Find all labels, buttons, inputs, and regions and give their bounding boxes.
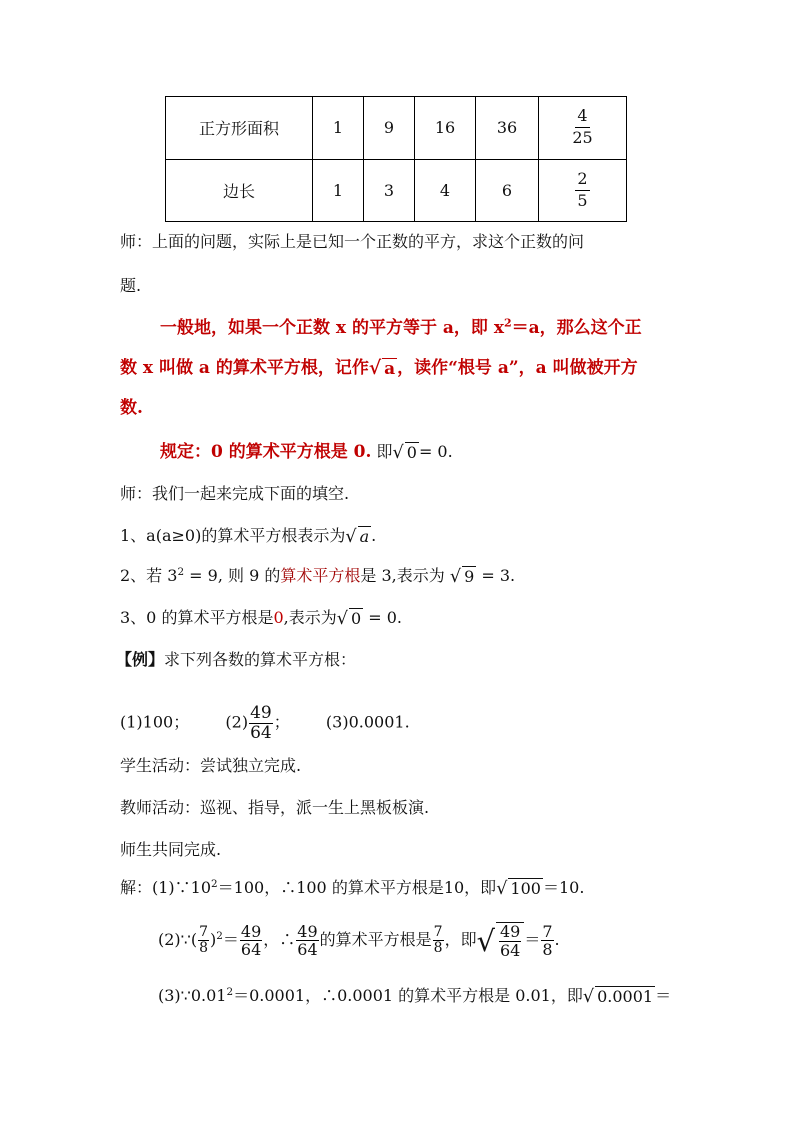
table-cell: 1 — [313, 97, 364, 160]
text: ，∴ — [263, 930, 296, 950]
sqrt-expression — [337, 608, 363, 629]
text: = 9, 则 9 的 — [184, 566, 281, 585]
text: ，读作“根号 a”，a 叫做被开方 — [397, 358, 638, 378]
table-cell: 36 — [476, 97, 539, 160]
table-cell: 9 — [364, 97, 415, 160]
fraction — [541, 923, 553, 959]
text: ，即 — [444, 930, 477, 950]
radical-sign: √ — [336, 609, 348, 629]
superscript: 2 — [177, 565, 185, 578]
numerator: 49 — [499, 922, 521, 941]
example-bracket: 【例】 — [116, 650, 165, 669]
highlight-text: 0 — [273, 608, 284, 627]
numerator: 7 — [199, 923, 209, 940]
fraction — [198, 925, 209, 957]
radical-sign: √ — [345, 527, 357, 547]
definition-line — [120, 358, 638, 379]
table-cell: 4 — [415, 159, 476, 222]
fraction — [433, 925, 444, 957]
text: ＝ — [655, 986, 672, 1005]
superscript: 2 — [216, 929, 223, 942]
fraction — [249, 704, 273, 742]
fraction — [296, 923, 318, 959]
text: . — [371, 526, 377, 545]
superscript: 2 — [503, 316, 512, 330]
text: 求下列各数的算术平方根： — [164, 650, 357, 669]
question-1: (1)100； — [120, 712, 190, 732]
text: ＝a，那么这个正 — [511, 318, 642, 338]
paragraph-line: 题. — [120, 276, 142, 295]
solution-line-3 — [158, 986, 671, 1007]
paragraph-line: 师：上面的问题，实际上是已知一个正数的平方，求这个正数的问 — [120, 232, 585, 251]
radical-sign: √ — [368, 357, 382, 379]
denominator: 64 — [297, 940, 318, 960]
text: ) — [210, 930, 217, 950]
numerator: 49 — [297, 921, 318, 941]
fraction — [570, 108, 594, 147]
table-row — [166, 97, 627, 160]
text: (3)∵0.01 — [158, 986, 227, 1005]
table-cell: 3 — [364, 159, 415, 222]
sqrt-expression — [477, 922, 525, 959]
text: 是 3,表示为 — [360, 566, 450, 585]
square-area-table — [165, 96, 627, 222]
superscript: 2 — [211, 877, 218, 890]
text: . — [554, 930, 560, 950]
row-label: 边长 — [166, 159, 313, 222]
sqrt-expression — [345, 526, 371, 547]
denominator: 8 — [199, 940, 209, 957]
superscript: 2 — [226, 985, 234, 998]
numerator: 7 — [542, 921, 553, 941]
text: 2、若 3 — [120, 566, 178, 585]
highlight-text: 算术平方根 — [280, 566, 361, 585]
denominator: 64 — [250, 722, 272, 743]
radical-sign: √ — [476, 923, 495, 958]
example-questions — [120, 704, 410, 742]
denominator: 25 — [572, 128, 593, 148]
numerator: 7 — [433, 923, 443, 940]
solution-line-1 — [120, 878, 584, 899]
radicand: 9 — [464, 567, 475, 586]
radicand: 0 — [406, 443, 417, 462]
sqrt-expression — [369, 358, 397, 379]
text: 3、0 的算术平方根是 — [120, 608, 274, 627]
numerator: 49 — [240, 921, 262, 941]
rule-line — [160, 442, 453, 463]
table-cell: 1 — [313, 159, 364, 222]
text: ,表示为 — [283, 608, 337, 627]
text: ＝100，∴100 的算术平方根是10，即 — [217, 878, 497, 897]
text: 一般地，如果一个正数 x 的平方等于 a，即 x — [160, 318, 504, 338]
paragraph-line: 学生活动：尝试独立完成. — [120, 756, 302, 775]
numerator: 49 — [250, 703, 272, 723]
definition-line: 数. — [120, 398, 143, 418]
numerator: 2 — [575, 171, 589, 191]
radicand: 0 — [350, 609, 362, 628]
question-3: (3)0.0001. — [325, 712, 410, 732]
text: 数 x 叫做 a 的算术平方根，记作 — [120, 358, 369, 378]
table-row — [166, 159, 627, 222]
text: = 3. — [476, 566, 516, 585]
radicand — [496, 922, 524, 959]
definition-line — [160, 318, 642, 338]
text: ＝0.0001，∴0.0001 的算术平方根是 0.01，即 — [233, 986, 583, 1005]
radicand: a — [384, 359, 396, 379]
text: 1、a(a≥0)的算术平方根表示为 — [120, 526, 346, 545]
numerator: 4 — [575, 108, 589, 128]
text: 即 — [376, 442, 393, 461]
paragraph-line: 师：我们一起来完成下面的填空. — [120, 484, 350, 503]
text: 的算术平方根是 — [319, 930, 432, 950]
text: ； — [273, 712, 290, 732]
sqrt-expression — [496, 878, 543, 899]
text: 解：(1)∵10 — [120, 878, 212, 897]
sqrt-expression — [393, 442, 419, 463]
table-cell-fraction — [539, 159, 627, 222]
radicand: 100 — [510, 879, 541, 898]
fraction — [575, 168, 589, 210]
text: ＝ — [222, 930, 239, 950]
fraction — [499, 923, 521, 959]
fill-item-1 — [120, 526, 376, 547]
table-cell: 6 — [476, 159, 539, 222]
text: (2) — [225, 712, 249, 732]
table-cell-fraction — [539, 97, 627, 160]
text: ＝ — [524, 930, 541, 950]
radicand: 0.0001 — [597, 987, 654, 1006]
paragraph-line: 师生共同完成. — [120, 840, 222, 859]
radicand: a — [359, 527, 370, 546]
text: ＝10. — [542, 878, 585, 897]
denominator: 8 — [542, 940, 553, 960]
denominator: 5 — [577, 190, 588, 210]
radical-sign: √ — [392, 443, 404, 463]
radical-sign: √ — [496, 879, 508, 899]
rule-text: 规定：0 的算术平方根是 0. — [160, 442, 372, 462]
table-cell: 16 — [415, 97, 476, 160]
fraction — [240, 923, 262, 959]
solution-line-2 — [158, 922, 560, 959]
radical-sign: √ — [582, 987, 595, 1007]
paragraph-line: 教师活动：巡视、指导，派一生上黑板板演. — [120, 798, 430, 817]
row-label: 正方形面积 — [166, 97, 313, 160]
sqrt-expression — [583, 986, 655, 1007]
fill-item-3 — [120, 608, 402, 629]
denominator: 64 — [499, 940, 521, 960]
sqrt-expression — [450, 566, 476, 587]
denominator: 64 — [240, 940, 262, 960]
text: = 0. — [363, 608, 402, 627]
text: = 0. — [418, 442, 453, 461]
example-heading — [116, 650, 356, 670]
radical-sign: √ — [449, 567, 462, 587]
denominator: 8 — [433, 940, 443, 957]
text: (2)∵( — [158, 930, 198, 950]
fill-item-2 — [120, 566, 515, 587]
